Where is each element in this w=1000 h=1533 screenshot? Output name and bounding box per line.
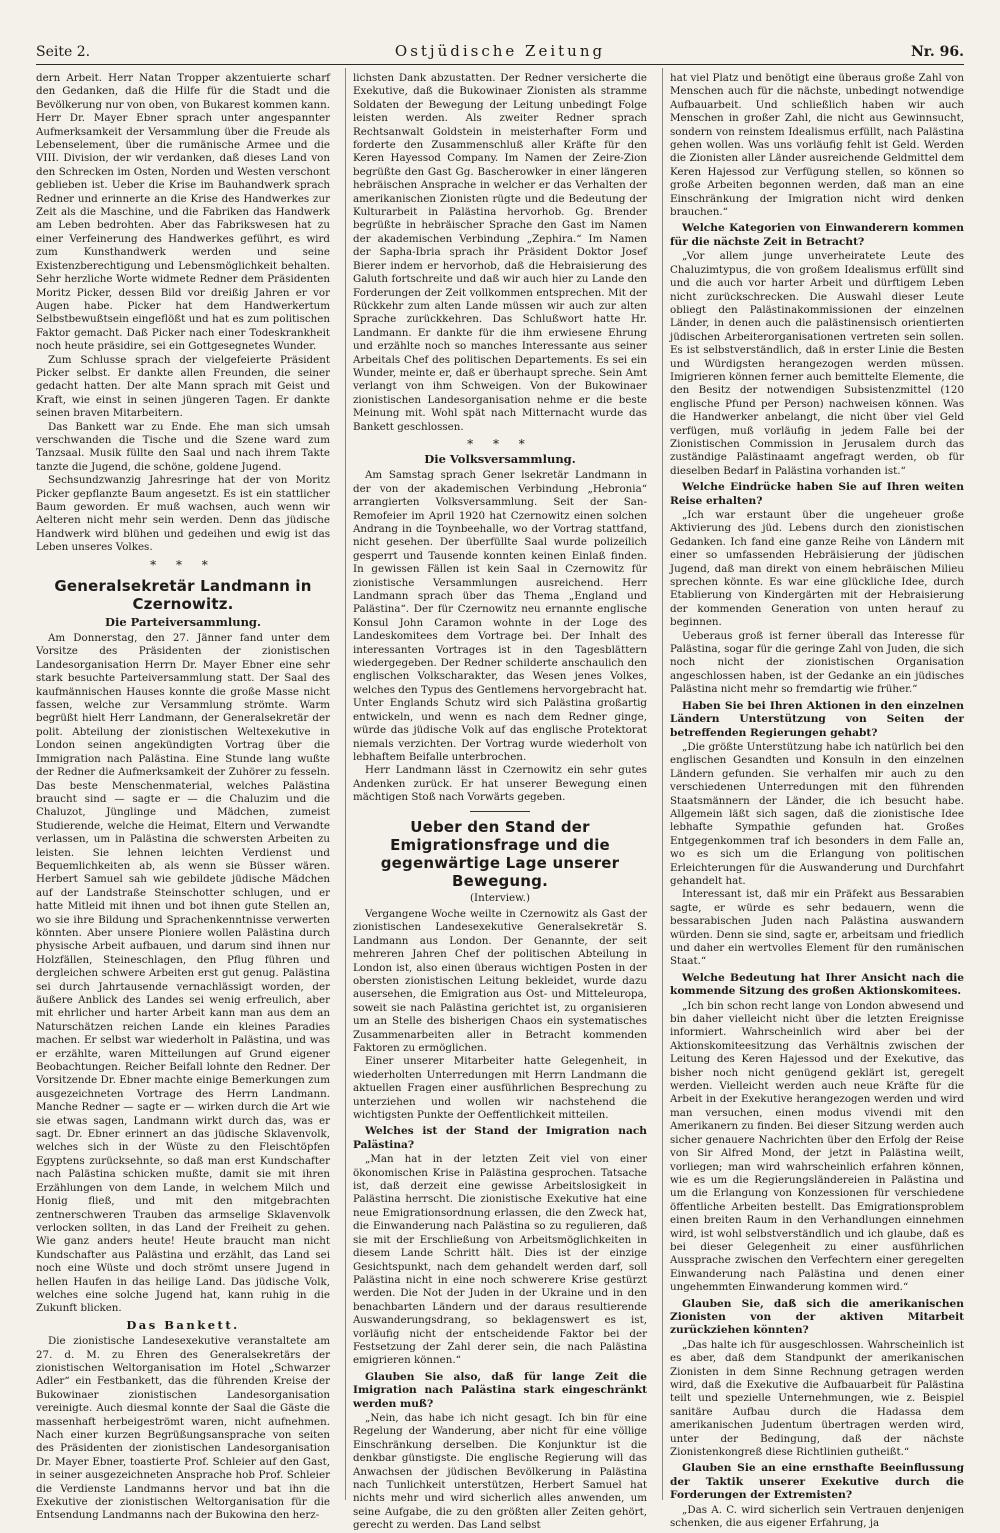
subhead-banquet: Das Bankett. bbox=[126, 1317, 240, 1332]
section-separator: * * * bbox=[150, 557, 216, 572]
interview-question: Welches ist der Stand der Imigration nach Palästina? bbox=[353, 1125, 647, 1151]
issue-number: Nr. 96. bbox=[911, 44, 964, 60]
article-paragraph: Vergangene Woche weilte in Czernowitz als Gast der zionistischen Landesexekutive Generalsekretär S. Landmann aus London. Der Genannte, der seit mehreren Jahren Chef der politischen Abteilung in London ist, also einen überaus wichtigen Posten in der obersten zionistischen Leitung bekleidet, wurde dazu ausersehen, die Emigration aus Ost- und Mitteleuropa, soweit sie nach Palästina gerichtet ist, zu organisieren um an Stelle des bisherigen Chaos ein systematisches Zusammenarbeiten aller in Betracht kommenden Faktoren zu ermöglichen. bbox=[353, 907, 647, 1054]
interview-question: Glauben Sie also, daß für lange Zeit die Imigration nach Palästina stark eingeschränkt werden muß? bbox=[353, 1370, 647, 1410]
headline-landmann: Generalsekretär Landmann in Czernowitz. bbox=[54, 576, 312, 613]
interview-label: (Interview.) bbox=[470, 891, 530, 904]
section-separator: * * * bbox=[467, 436, 533, 451]
article-paragraph: „Man hat in der letzten Zeit viel von einer ökonomischen Krise in Palästina gesprochen. Tatsache ist, daß derzeit eine gewisse Arbeitslosigkeit in Palästina herrscht. Die zionistische Exekutive hat eine neue Emigrationsordnung erlassen, die den Zweck hat, die Einwanderung nach Palästina so zu regulieren, daß sie mit der Erschließung von Arbeitsmöglichkeiten in diesem Lande Schritt hält. Dies ist der einzige Gesichtspunkt, nach dem gehandelt werden darf, soll Palästina nicht in eine noch schwerere Krise gestürzt werden. Die Not der Juden in der Ukraine und in den benachbarten Ländern und der daraus resultierende Auswanderungsdrang, so beklagenswert es ist, vorläufig nicht der entscheidende Faktor bei der Festsetzung der Zahl derer sein, die nach Palästina emigrieren können.“ bbox=[353, 1153, 647, 1367]
article-paragraph: „Ich war erstaunt über die ungeheuer große Aktivierung des jüd. Lebens durch den zionistischen Gedanken. Ich fand eine ganze Reihe von Ländern mit einer so umfassenden Hebräisierung der jüdischen Jugend, daß man direkt von einem hebräischen Milieu sprechen könnte. Es war eine glückliche Idee, durch Etablierung von Kindergärten mit der Hebraisierung der kommenden Generation von unten herauf zu beginnen. bbox=[670, 509, 964, 629]
article-paragraph: „Das halte ich für ausgeschlossen. Wahrscheinlich ist es aber, daß dem Standpunkt der amerikanischen Zionisten in dem Sinne Rechnung getragen werden wird, daß die Exekutive die Aufbauarbeit für Palästina teilt und spezielle Unternehmungen, wie z. Beispiel sanitäre Aufbau durch die Hadassa dem amerikanischen Judentum übertragen werden wird, unter der Bedingung, daß der nächste Zionistenkongreß diese Richtlinien gutheißt.“ bbox=[670, 1338, 964, 1459]
article-paragraph: Sechsundzwanzig Jahresringe hat der von Moritz Picker gepflanzte Baum angesetzt. Es ist ein stattlicher Baum geworden. Er muß wachsen, auch wenn wir Aelteren nicht mehr sein werden. Denn das jüdische Handwerk wird blühen und gedeihen und ewig ist das Leben unseres Volkes. bbox=[36, 474, 330, 554]
column-divider-1 bbox=[345, 68, 346, 1500]
newspaper-title: Ostjüdische Zeitung bbox=[394, 42, 606, 60]
interview-question: Haben Sie bei Ihren Aktionen in den einzelnen Ländern Unterstützung von Seiten der betreffenden Regierungen gehabt? bbox=[670, 699, 964, 739]
article-paragraph: „Nein, das habe ich nicht gesagt. Ich bin für eine Regelung der Wanderung, aber nicht für eine völlige Einschränkung derselben. Die Konjunktur ist die denkbar günstigste. Die englische Regierung will das Anwachsen der jüdischen Bevölkerung in Palästina nach Tunlichkeit unterstützen, Herbert Samuel hat nichts mehr und wird sicherlich alles anwenden, um seine Aufgabe, die zu den größten aller Zeiten gehört, gerecht zu werden. Das Land selbst bbox=[353, 1411, 647, 1532]
interview-question: Welche Bedeutung hat Ihrer Ansicht nach die kommende Sitzung des großen Aktionskomitees. bbox=[670, 971, 964, 998]
headline-emigration: Ueber den Stand der Emigrationsfrage und die gegenwärtige Lage unserer Bewegung. bbox=[380, 817, 620, 890]
article-paragraph: Am Donnerstag, den 27. Jänner fand unter dem Vorsitze des Präsidenten der zionistischen Landesorganisation Herrn Dr. Mayer Ebner eine sehr stark besuchte Parteiversammlung statt. Der Saal des kaufmännischen Hauses konnte die große Masse nicht fassen, welche zur Versammlung strömte. Warm begrüßt hielt Herr Landmann, der Generalsekretär der polit. Abteilung der zionistischen Weltexekutive in London seinen angekündigten Vortrag über die Immigration nach Palästina. Eine Stunde lang wußte der Redner die Aufmerksamkeit der Zuhörer zu fesseln. Das beste Menschenmaterial, welches Palästina braucht sind — sagte er — die Chaluzim und die Chaluzot, Jünglinge und Mädchen, zumeist Studierende, welche die Heimat, Eltern und Verwandte verlassen, um in Palästina die schwersten Arbeiten zu leisten. Sie lehnen leichten Verdienst und Bequemlichkeiten ab, als wenn sie Büsser wären. Herbert Samuel sah wie gebildete jüdische Mädchen auf der Landstraße Steinschotter schlugen, und er hatte Mitleid mit ihnen und bot ihnen gute Stellen an, wo sie ihre Bildung und Sprachenkenntnisse verwerten könnten. Aber unsere Pioniere wollen Palästina durch physische Arbeit aufbauen, und darum sind ihnen nur Holzfällen, Steineschlagen, den Pflug führen und dergleichen schwere Arbeiten erst gut genug. Palästina sei durch Jahrtausende vernachlässigt worden, der äußere Anblick des Landes sei wenig erfreulich, aber mit ehrlicher und harter Arbeit kann man aus dem an Naturschätzen reichen Lande ein kleines Paradies machen. Er selbst war wiederholt in Palästina, und was er erzählte, waren Mitteilungen auf Grund eigener Beobachtungen. Reicher Beifall lohnte den Redner. Der Vorsitzende Dr. Ebner machte einige Bemerkungen zum ausgezeichneten Vortrage des Herrn Landmann. Manche Redner — sagte er — wirken durch die Art wie sie etwas sagen, Landmann wirkt durch das, was er sagt. Dr. Ebner erinnert an das jüdische Sklavenvolk, welches sich in der Wüste zu den Fleischtöpfen Egyptens zurücksehnte, so daß man erst Kundschafter nach Palästina schicken mußte, damit sie mit ihren Erzählungen von dem Lande, in welchem Milch und Honig fließ, und mit den mitgebrachten zentnerschweren Trauben das armselige Sklavenvolk verlocken sollten, in das Land der Freiheit zu gehen. Wie ganz anders heute! Heute braucht man nicht Kundschafter aus Palästina und erzählt, das Land sei noch eine Wüste und doch strömt unsere Jugend in hellen Haufen in das heilige Land. Das jüdische Volk, welches eine solche Jugend hat, kann ruhig in die Zukunft blicken. bbox=[36, 632, 330, 1315]
article-paragraph: „Ich bin schon recht lange von London abwesend und bin daher vielleicht nicht über die letzten Ereignisse informiert. Wahrscheinlich wird aber bei der Aktionskomiteesitzung das Verhältnis zwischen der Leitung des Keren Hajessod und der Exekutive, das bisher noch nicht genügend geklärt ist, geregelt werden. Vielleicht werden auch neue Kräfte für die Arbeit in der Exekutive herangezogen werden und wird man versuchen, einen modus vivendi mit den Amerikanern zu finden. Bei dieser Sitzung werden auch sicher genauere Nachrichten über den Erfolg der Reise von Sir Alfred Mond, der jetzt in Palästina weilt, vorliegen; man wird wahrscheinlich erfahren können, wie es um die Regierungsländereien in Palästina und um die Erlangung von Konzessionen für verschiedene öffentliche Arbeiten bestellt. Das Emigrationsproblem einen breiten Raum in den Verhandlungen einnehmen wird, ist wohl selbstverständlich und ich glaube, daß es bei dieser Gelegenheit zu einer ausführlichen Aussprache zwischen den Verfechtern einer geregelten Einwanderung nach Palästina und denen einer ungehemmten Einwanderung kommen wird.“ bbox=[670, 999, 964, 1294]
page-number: Seite 2. bbox=[36, 44, 91, 60]
column-1 bbox=[36, 72, 330, 1522]
article-paragraph: Die zionistische Landesexekutive veranstaltete am 27. d. M. zu Ehren des Generalsekretärs der zionistischen Weltorganisation im Hotel „Schwarzer Adler“ ein Festbankett, das die führenden Kreise der Bukowinaer zionistischen Landesorganisation vereinigte. Auch diesmal konnte der Saal die Gäste die massenhaft herbeigeströmt waren, nicht aufnehmen. Nach einer kurzen Begrüßungsansprache von seiten des Präsidenten der zionistischen Landesorganisation Dr. Mayer Ebner, toastierte Prof. Schleier auf den Gast, in seiner ausgezeichneten Ansprache hob Prof. Schleier die Verdienste Landmanns hervor und bat ihn die Exekutive der zionistischen Weltorganisation für die Entsendung Landmanns nach der Bukowina den herz- bbox=[36, 1335, 330, 1522]
interview-question: Glauben Sie an eine ernsthafte Beeinflussung der Taktik unserer Exekutive durch die Forderungen der Extremisten? bbox=[670, 1462, 964, 1502]
interview-question: Welche Eindrücke haben Sie auf Ihren weiten Reise erhalten? bbox=[670, 481, 964, 507]
article-paragraph: Am Samstag sprach Gener lsekretär Landmann in der von der akademischen Verbindung „Hebronia“ arrangierten Volksversammlung. Seit der San-Remofeier im April 1920 hat Czernowitz einen solchen Andrang in die Toynbeehalle, wo der Vortrag stattfand, nicht gesehen. Der überfüllte Saal wurde polizeilich gesperrt und Tausende konnten keinen Einlaß finden. In gewissen Fällen ist kein Saal in Czernowitz für zionistische Versammlungen ausreichend. Herr Landmann sprach über das Thema „England und Palästina“. Der für Czernowitz neu ernannte englische Konsul John Caramon wohnte in der Loge des Landeskomitees dem Vortrage bei. Der Inhalt des interessanten Vortrages ist in den Tagesblättern wiedergegeben. Der Redner schilderte anschaulich den englischen Volkscharakter, das Wesen jenes Volkes, welches den Typus des Gentlemens hervorgebracht hat. Unter Englands Schutz wird sich Palästina großartig entwickeln, und wenn es nach dem Redner ginge, würde das jüdische Volk auf das englische Protektorat niemals verzichten. Der Vortrag wurde wiederholt von lebhaftem Beifalle unterbrochen. bbox=[353, 469, 647, 763]
subhead-public-assembly: Die Volksversammlung. bbox=[424, 451, 576, 466]
column-divider-2 bbox=[662, 68, 663, 1500]
article-paragraph: „Die größte Unterstützung habe ich natürlich bei den englischen Gesandten und Konsuln in den einzelnen Ländern gefunden. Sie verhalfen mir auch zu den verschiedenen Unterredungen mit den führenden Staatsmännern der Länder, die ich besucht habe. Allgemein läßt sich sagen, daß die zionistische Idee lebhafte Sympathie gefunden hat. Großes Entgegenkommen traf ich besonders in dem Falle an, wo es sich um die Erlangung von politischen Erleichterungen für die Auswanderung und Durchfahrt gehandelt hat. bbox=[670, 740, 964, 887]
article-paragraph: Interessant ist, daß mir ein Präfekt aus Bessarabien sagte, er würde es sehr bedauern, wenn die bessarabischen Juden nach Palästina auswandern würden. Denn sie sind, sagte er, arbeitsam und friedlich und daher ein wertvolles Element für den rumänischen Staat.“ bbox=[670, 888, 964, 968]
interview-question: Glauben Sie, daß sich die amerikanischen Zionisten von der aktiven Mitarbeit zurückziehen könnten? bbox=[670, 1297, 964, 1337]
article-paragraph: Herr Landmann lässt in Czernowitz ein sehr gutes Andenken zurück. Er hat unserer Bewegung einen mächtigen Stoß nach Vorwärts gegeben. bbox=[353, 764, 647, 804]
article-paragraph: lichsten Dank abzustatten. Der Redner versicherte die Exekutive, daß die Bukowinaer Zionisten als stramme Soldaten der Bewegung der Leitung unbedingt Folge leisten werden. Als zweiter Redner sprach Rechtsanwalt Goldstein in meisterhafter Form und forderte den Zusammenschluß aller Kräfte für den Keren Hayessod Company. Im Namen der Zeire-Zion begrüßte den Gast Gg. Bascherowker in einer längeren hebräischen Ansprache in welcher er das Verhalten der amerikanischen Zionisten rügte und die Bedeutung der Kulturarbeit in Palästina hervorhob. Gg. Brender begrüßte in hebräischer Sprache den Gast im Namen der akademischen Verbindung „Zephira.“ Im Namen der Sapha-Ibria sprach ihr Präsident Doktor Josef Bierer indem er hervorhob, daß die Hebraisierung des Galuth fortschreite und daß wir auch hier zu Lande den Forderungen der Zeit vollkommen entsprechen. Mit der Rückkehr zum alten Lande müssen wir auch zur alten Sprache zurückkehren. Das Schlußwort hatte Hr. Landmann. Er dankte für die ihm erwiesene Ehrung und erzählte noch so manches Interessante aus seiner Arbeitals Chef des politischen Departements. Es sei ein Wunder, meinte er, daß er überhaupt spreche. Sein Amt verlangt von ihm Schweigen. Von der Bukowinaer zionistischen Landesorganisation nehme er die beste Meinung mit. Wohl spät nach Mitternacht wurde das Bankett geschlossen. bbox=[353, 72, 647, 433]
subhead-party-assembly: Die Parteiversammlung. bbox=[105, 614, 261, 629]
article-paragraph: hat viel Platz und benötigt eine überaus große Zahl von Menschen auch für die nächste, unbedingt notwendige Aufbauarbeit. Und schließlich haben wir auch Menschen in großer Zahl, die nicht aus Gewinnsucht, sondern von reinstem Idealismus erfüllt, nach Palästina gehen wollen. Was uns vorläufig fehlt ist Geld. Werden die Zionisten aller Länder ausreichende Geldmittel dem Keren Hajessod zur Verfügung stellen, so können so große Arbeiten begonnen werden, daß man an eine Einschränkung der Imigration nicht wird denken brauchen.“ bbox=[670, 72, 964, 219]
masthead bbox=[36, 40, 964, 62]
interview-question: Welche Kategorien von Einwanderern kommen für die nächste Zeit in Betracht? bbox=[670, 222, 964, 248]
article-paragraph: Ueberaus groß ist ferner überall das Interesse für Palästina, sogar für die geringe Zahl von Juden, die sich noch nicht der zionistischen Organisation angeschlossen haben, ist der Gedanke an ein jüdisches Palästina nicht mehr so fremdartig wie früher.“ bbox=[670, 629, 964, 696]
article-paragraph: Einer unserer Mitarbeiter hatte Gelegenheit, in wiederholten Unterredungen mit Herrn Landmann die aktuellen Fragen einer ausführlichen Besprechung zu unterziehen und wollen wir nachstehend die wichtigsten Punkte der Oeffentlichkeit mitteilen. bbox=[353, 1055, 647, 1122]
article-paragraph: Zum Schlusse sprach der vielgefeierte Präsident Picker selbst. Er dankte allen Freunden, die seiner gedacht hatten. Der alte Mann sprach mit Geist und Kraft, wie einst in seinen jüngeren Tagen. Er dankte seinen braven Mitarbeitern. bbox=[36, 353, 330, 420]
header-rule bbox=[36, 64, 964, 65]
article-paragraph: „Das A. C. wird sicherlich sein Vertrauen denjenigen schenken, die aus eigener Erfahrung, ja bbox=[670, 1503, 964, 1530]
article-paragraph: Das Bankett war zu Ende. Ehe man sich umsah verschwanden die Tische und die Szene ward zum Tanzsaal. Musik füllte den Saal und nach ihrem Takte tanzte die Jugend, die schöne, goldene Jugend. bbox=[36, 420, 330, 473]
column-3 bbox=[670, 72, 964, 1530]
divider-rule bbox=[470, 811, 530, 812]
article-paragraph: dern Arbeit. Herr Natan Tropper akzentuierte scharf den Gedanken, daß die Hilfe für die Stadt und die Bevölkerung nur von oben, von Bukarest kommen kann. Herr Dr. Mayer Ebner sprach unter angespannter Aufmerksamkeit der Versammlung über die Freude als Lebenselement, über die rumänische Armee und die VIII. Division, der wir verdanken, daß dieses Land von den Schrecken im Osten, Norden und Westen verschont geblieben ist. Ueber die Krise im Bauhandwerk sprach Redner und erinnerte an die Krise des Handwerkes zur Zeit als die Maschine, und die Fabriken das Handwerk am Leben bedrohten. Aber das Fabrikswesen hat zu einer Verfeinerung des Handwerkes geführt, es wird zum Kunsthandwerk werden und seine Existenzberechtigung und Lebensmöglichkeit behalten. Sehr herzliche Worte widmete Redner dem Präsidenten Moritz Picker, dessen Bild vor dreißig Jahren er vor Augen habe. Picker hat dem Handwerkertum Selbstbewußtsein eingeflößt und hat es zum politischen Faktor gemacht. Daß Picker nach einer Todeskrankheit noch heute präsidire, sei ein Gottgesegnetes Wunder. bbox=[36, 72, 330, 353]
article-paragraph: „Vor allem junge unverheiratete Leute des Chaluzimtypus, die von großem Idealismus erfüllt sind und die auch vor harter Arbeit und dürftigem Leben nicht zurückschrecken. Die Auswahl dieser Leute obliegt den Palästinakommissionen der einzelnen Länder, in denen auch die palästinensisch orientierten jüdischen Arbeiterorganisationen vertreten sein sollen. Es ist selbstverständlich, daß in erster Linie die Besten und Würdigsten herangezogen werden müssen. Imigrieren können ferner auch bemittelte Elemente, die den Besitz der notwendigen Subsistenzmittel (120 englische Pfund per Person) nachweisen können. Was die Handwerker anbelangt, die nicht über viel Geld verfügen, muß vorläufig in jedem Falle bei der Zionistischen Commission in Jerusalem durch das zuständige Palästinaamt angefragt werden, ob für dieselben Bedarf in Palästina vorhanden ist.“ bbox=[670, 250, 964, 477]
column-2 bbox=[353, 72, 647, 1532]
